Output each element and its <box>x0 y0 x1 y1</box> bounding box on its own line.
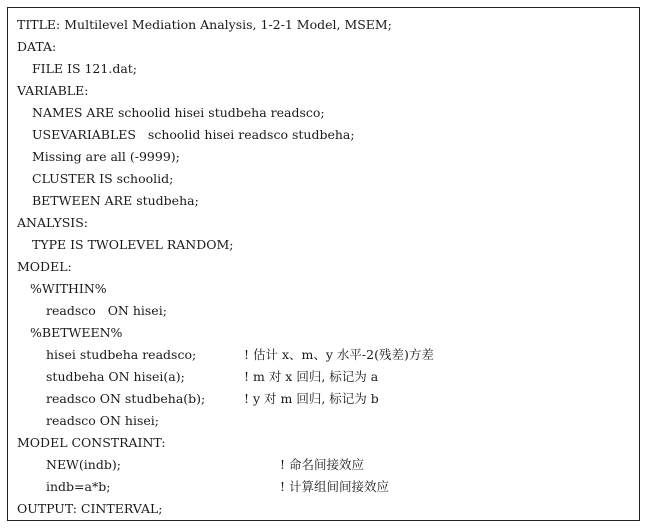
code-line-file: FILE IS 121.dat; <box>32 61 138 76</box>
code-line-variances: hisei studbeha readsco; <box>46 347 197 362</box>
code-line-title: TITLE: Multilevel Mediation Analysis, 1-2-1 Model, MSEM; <box>17 17 392 32</box>
code-line-missing: Missing are all (-9999); <box>32 149 180 164</box>
comment-path-a: ! m 对 x 回归, 标记为 a <box>244 369 379 384</box>
code-line-indb-formula: indb=a*b; <box>46 479 111 494</box>
code-line-type: TYPE IS TWOLEVEL RANDOM; <box>32 237 234 252</box>
code-line-readsco-on-hisei-between: readsco ON hisei; <box>46 413 159 428</box>
code-line-analysis-keyword: ANALYSIS: <box>17 215 89 230</box>
code-line-path-b: readsco ON studbeha(b); <box>46 391 206 406</box>
comment-name-indirect: ! 命名间接效应 <box>280 457 364 472</box>
code-line-path-a: studbeha ON hisei(a); <box>46 369 185 384</box>
code-line-names: NAMES ARE schoolid hisei studbeha readsco; <box>32 105 325 120</box>
code-line-between-section: %BETWEEN% <box>30 325 123 340</box>
code-line-output: OUTPUT: CINTERVAL; <box>17 501 163 516</box>
comment-path-b: ! y 对 m 回归, 标记为 b <box>244 391 379 406</box>
code-line-between: BETWEEN ARE studbeha; <box>32 193 199 208</box>
code-line-readsco-on-hisei-within: readsco ON hisei; <box>46 303 167 318</box>
code-line-cluster: CLUSTER IS schoolid; <box>32 171 174 186</box>
code-line-model-constraint: MODEL CONSTRAINT: <box>17 435 166 450</box>
code-line-within: %WITHIN% <box>30 281 107 296</box>
code-line-model-keyword: MODEL: <box>17 259 72 274</box>
code-line-usevariables: USEVARIABLES schoolid hisei readsco studbeha; <box>32 127 355 142</box>
code-listing-box <box>7 7 640 521</box>
code-line-data-keyword: DATA: <box>17 39 57 54</box>
comment-variances: ! 估计 x、m、y 水平-2(残差)方差 <box>244 347 434 362</box>
code-line-variable-keyword: VARIABLE: <box>17 83 89 98</box>
code-line-new-indb: NEW(indb); <box>46 457 121 472</box>
comment-compute-indirect: ! 计算组间间接效应 <box>280 479 389 494</box>
